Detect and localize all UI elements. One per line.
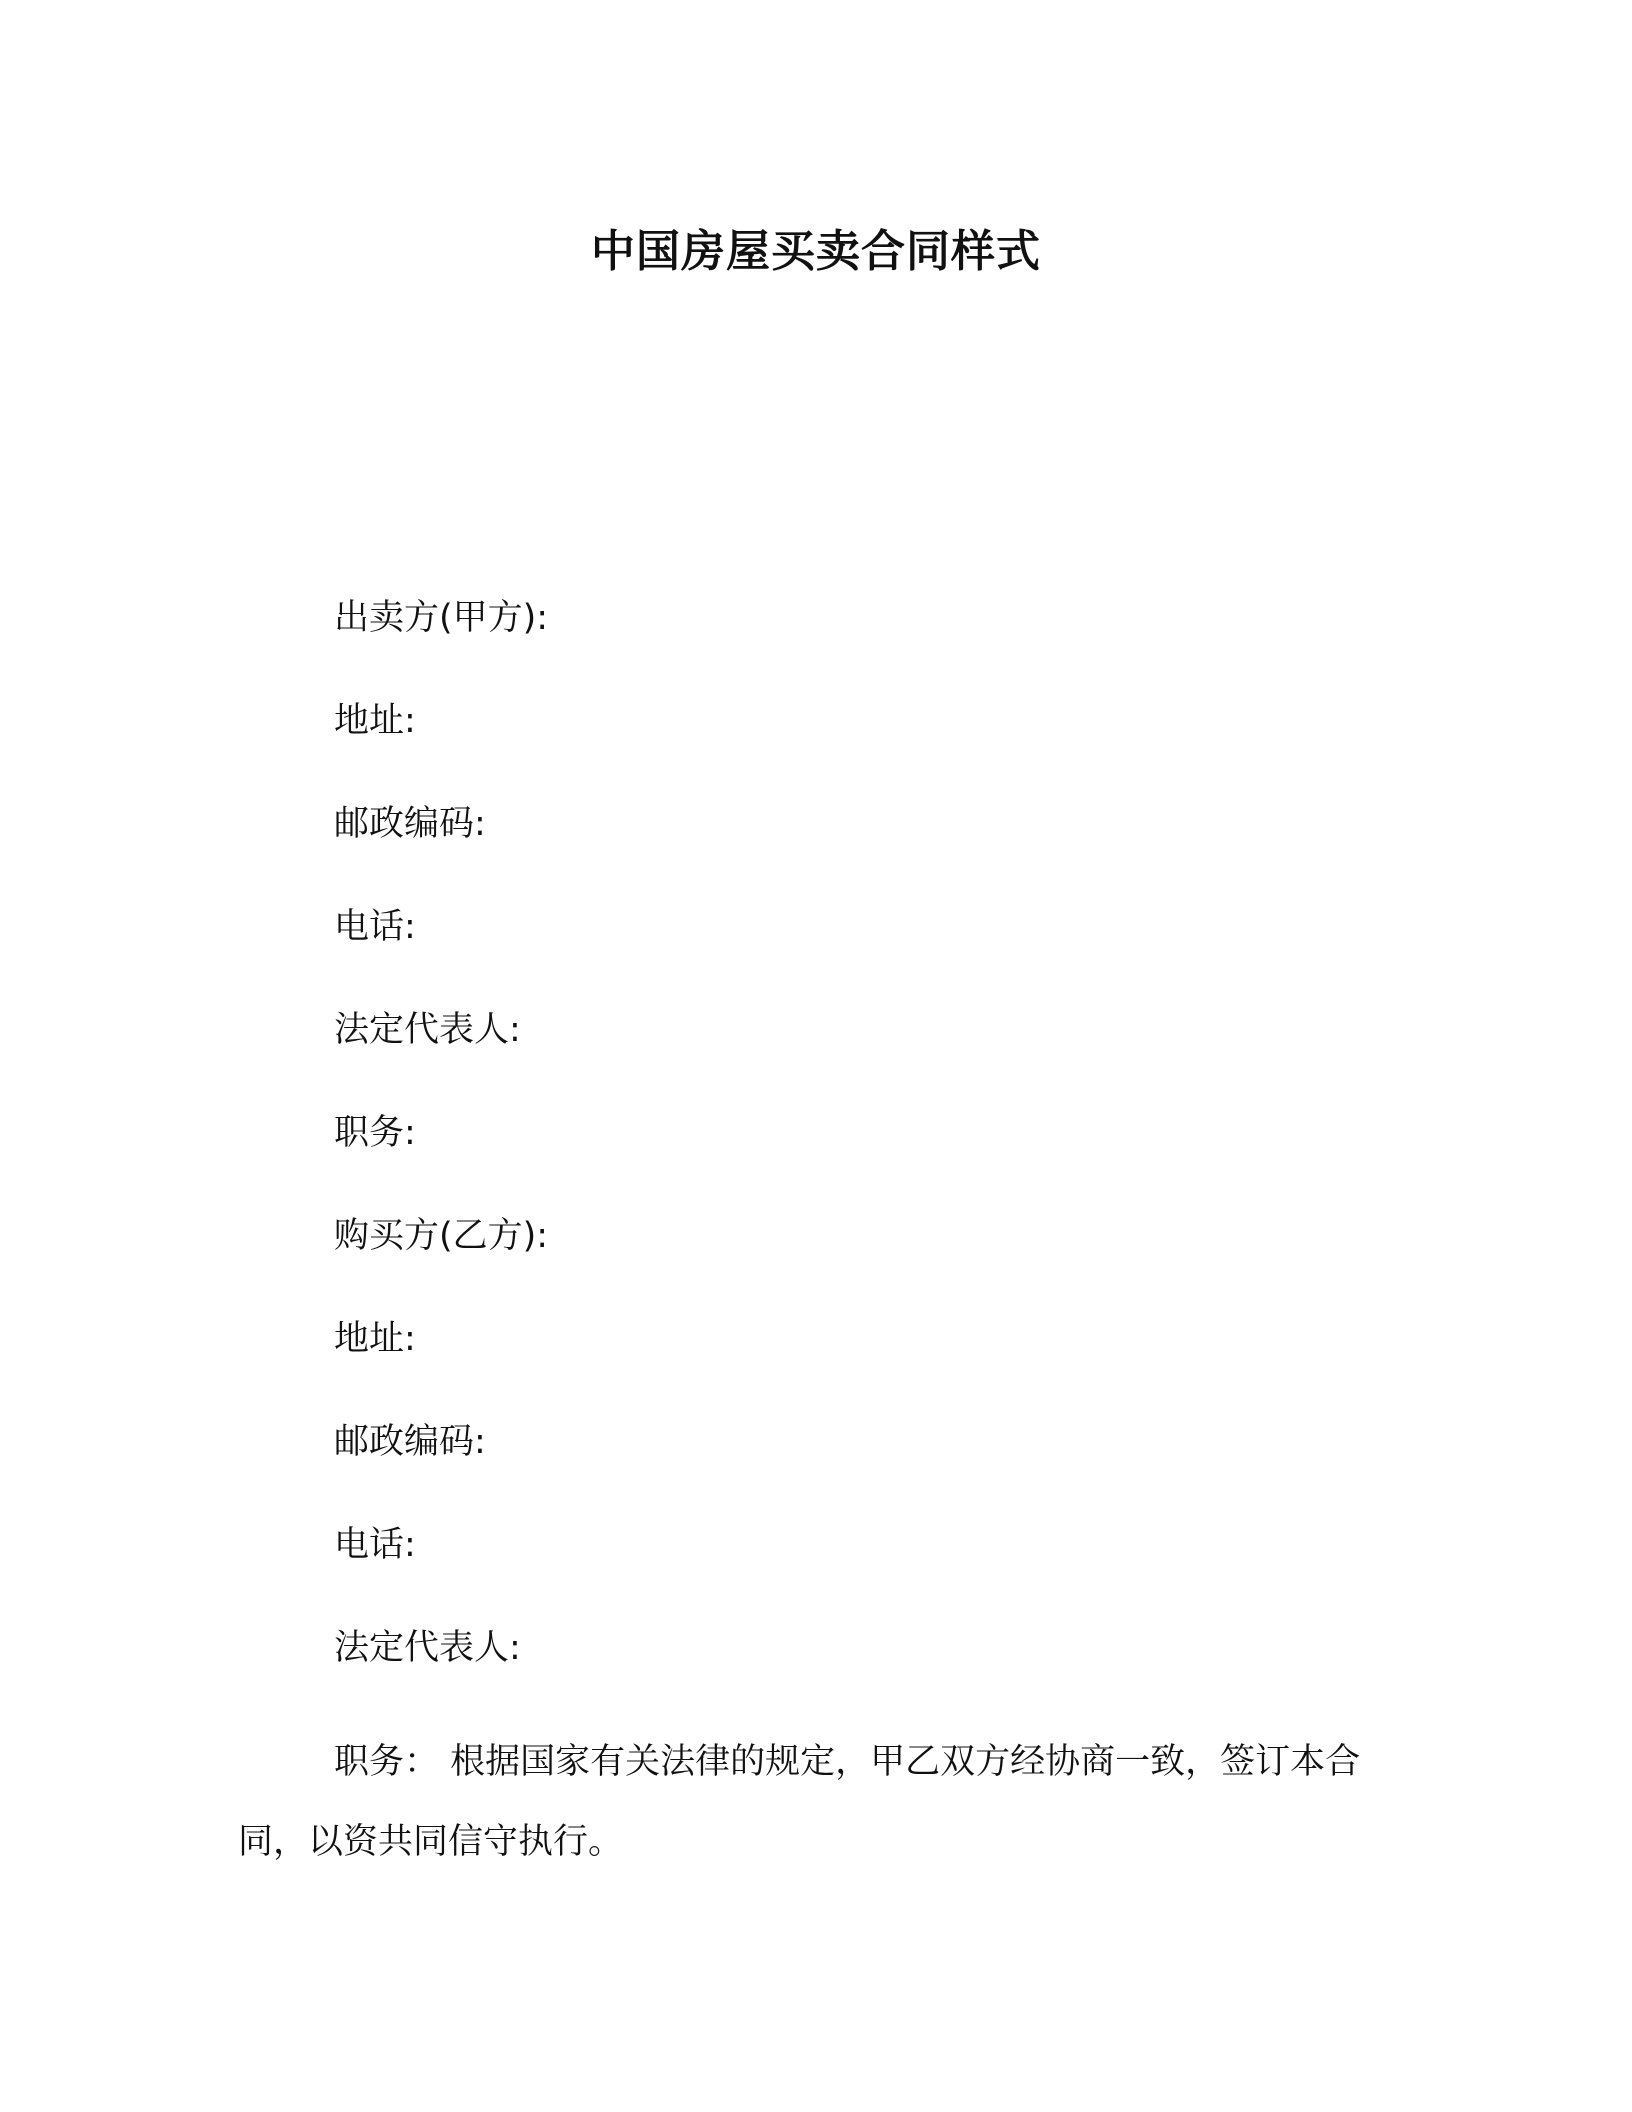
buyer-address-label: 地址:	[334, 1319, 416, 1359]
seller-position-label: 职务:	[334, 1113, 416, 1153]
seller-address-label: 地址:	[334, 701, 416, 741]
buyer-legal-rep-label: 法定代表人:	[334, 1628, 521, 1668]
seller-postal-code-label: 邮政编码:	[334, 804, 486, 844]
document-title: 中国房屋买卖合同样式	[591, 226, 1041, 277]
seller-phone-label: 电话:	[334, 907, 416, 947]
seller-legal-rep-label: 法定代表人:	[334, 1010, 521, 1050]
buyer-phone-label: 电话:	[334, 1525, 416, 1565]
buyer-heading: 购买方(乙方):	[334, 1216, 549, 1256]
seller-heading: 出卖方(甲方):	[334, 598, 549, 638]
buyer-postal-code-label: 邮政编码:	[334, 1422, 486, 1462]
closing-paragraph: 职务： 根据国家有关法律的规定，甲乙双方经协商一致，签订本合同，以资共同信守执行。	[238, 1742, 1361, 1862]
